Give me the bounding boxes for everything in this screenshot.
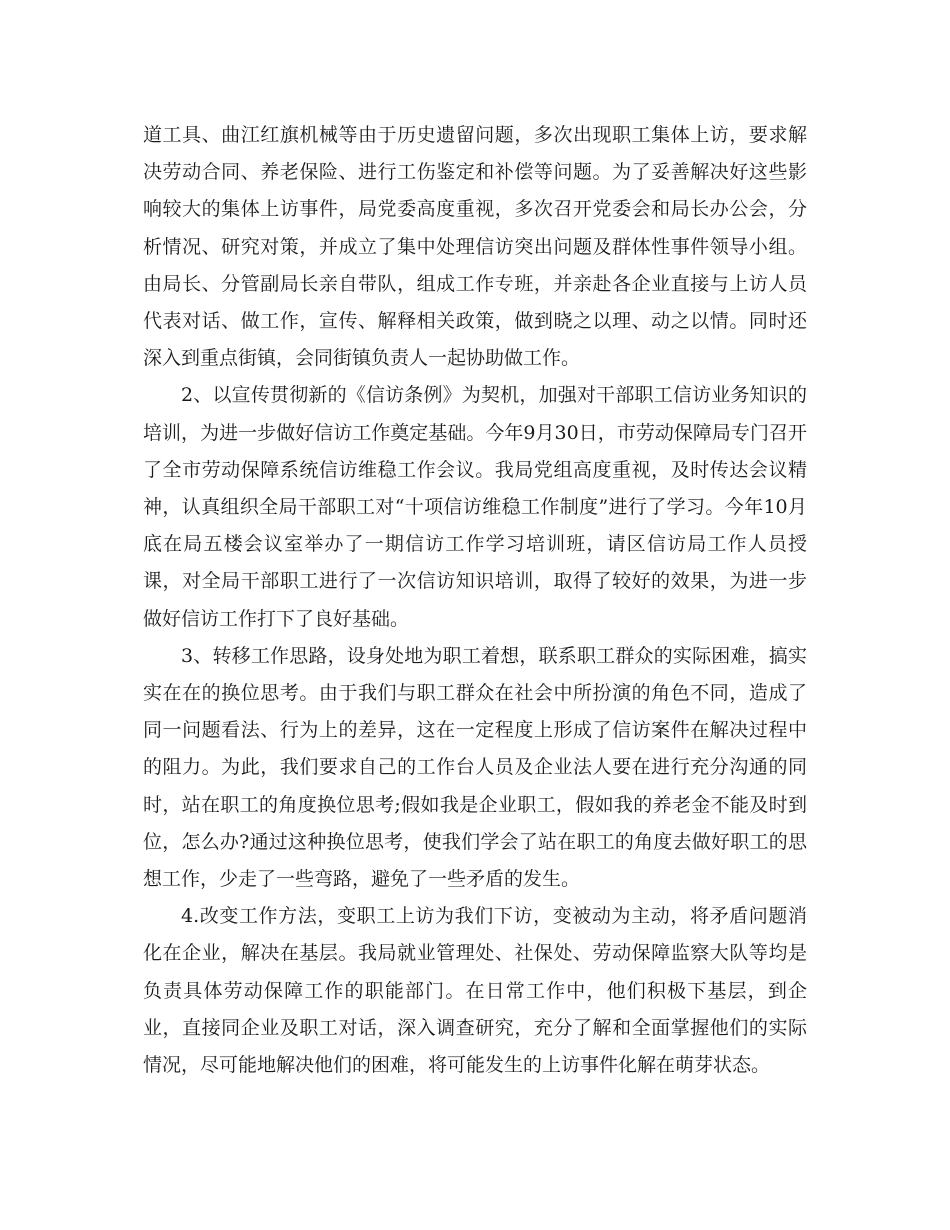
paragraph-item-3: 3、转移工作思路，设身处地为职工着想，联系职工群众的实际困难，搞实实在在的换位思考。由于我们与职工群众在社会中所扮演的角色不同，造成了同一问题看法、行为上的差异，这在一定程度上形成了信访案件在解决过程中的阻力。为此，我们要求自己的工作台人员及企业法人要在进行充分沟通的同时，站在职工的角度换位思考;假如我是企业职工，假如我的养老金不能及时到位，怎么办?通过这种换位思考，使我们学会了站在职工的角度去做好职工的思想工作，少走了一些弯路，避免了一些矛盾的发生。: [143, 644, 807, 891]
document-body: [143, 117, 807, 1084]
paragraph-continuation: 道工具、曲江红旗机械等由于历史遗留问题，多次出现职工集体上访，要求解决劳动合同、养老保险、进行工伤鉴定和补偿等问题。为了妥善解决好这些影响较大的集体上访事件，局党委高度重视，多次召开党委会和局长办公会，分析情况、研究对策，并成立了集中处理信访突出问题及群体性事件领导小组。由局长、分管副局长亲自带队，组成工作专班，并亲赴各企业直接与上访人员代表对话、做工作，宣传、解释相关政策，做到晓之以理、动之以情。同时还深入到重点街镇，会同街镇负责人一起协助做工作。: [143, 124, 807, 370]
paragraph-item-2: 2、以宣传贯彻新的《信访条例》为契机，加强对干部职工信访业务知识的培训，为进一步做好信访工作奠定基础。今年9月30日，市劳动保障局专门召开了全市劳动保障系统信访维稳工作会议。我局党组高度重视，及时传达会议精神，认真组织全局干部职工对“十项信访维稳工作制度”进行了学习。今年10月底在局五楼会议室举办了一期信访工作学习培训班，请区信访局工作人员授课，对全局干部职工进行了一次信访知识培训，取得了较好的效果，为进一步做好信访工作打下了良好基础。: [143, 384, 807, 630]
paragraph-item-4: 4.改变工作方法，变职工上访为我们下访，变被动为主动，将矛盾问题消化在企业，解决在基层。我局就业管理处、社保处、劳动保障监察大队等均是负责具体劳动保障工作的职能部门。在日常工作中，他们积极下基层，到企业，直接同企业及职工对话，深入调查研究，充分了解和全面掌握他们的实际情况，尽可能地解决他们的困难，将可能发生的上访事件化解在萌芽状态。: [143, 905, 807, 1077]
